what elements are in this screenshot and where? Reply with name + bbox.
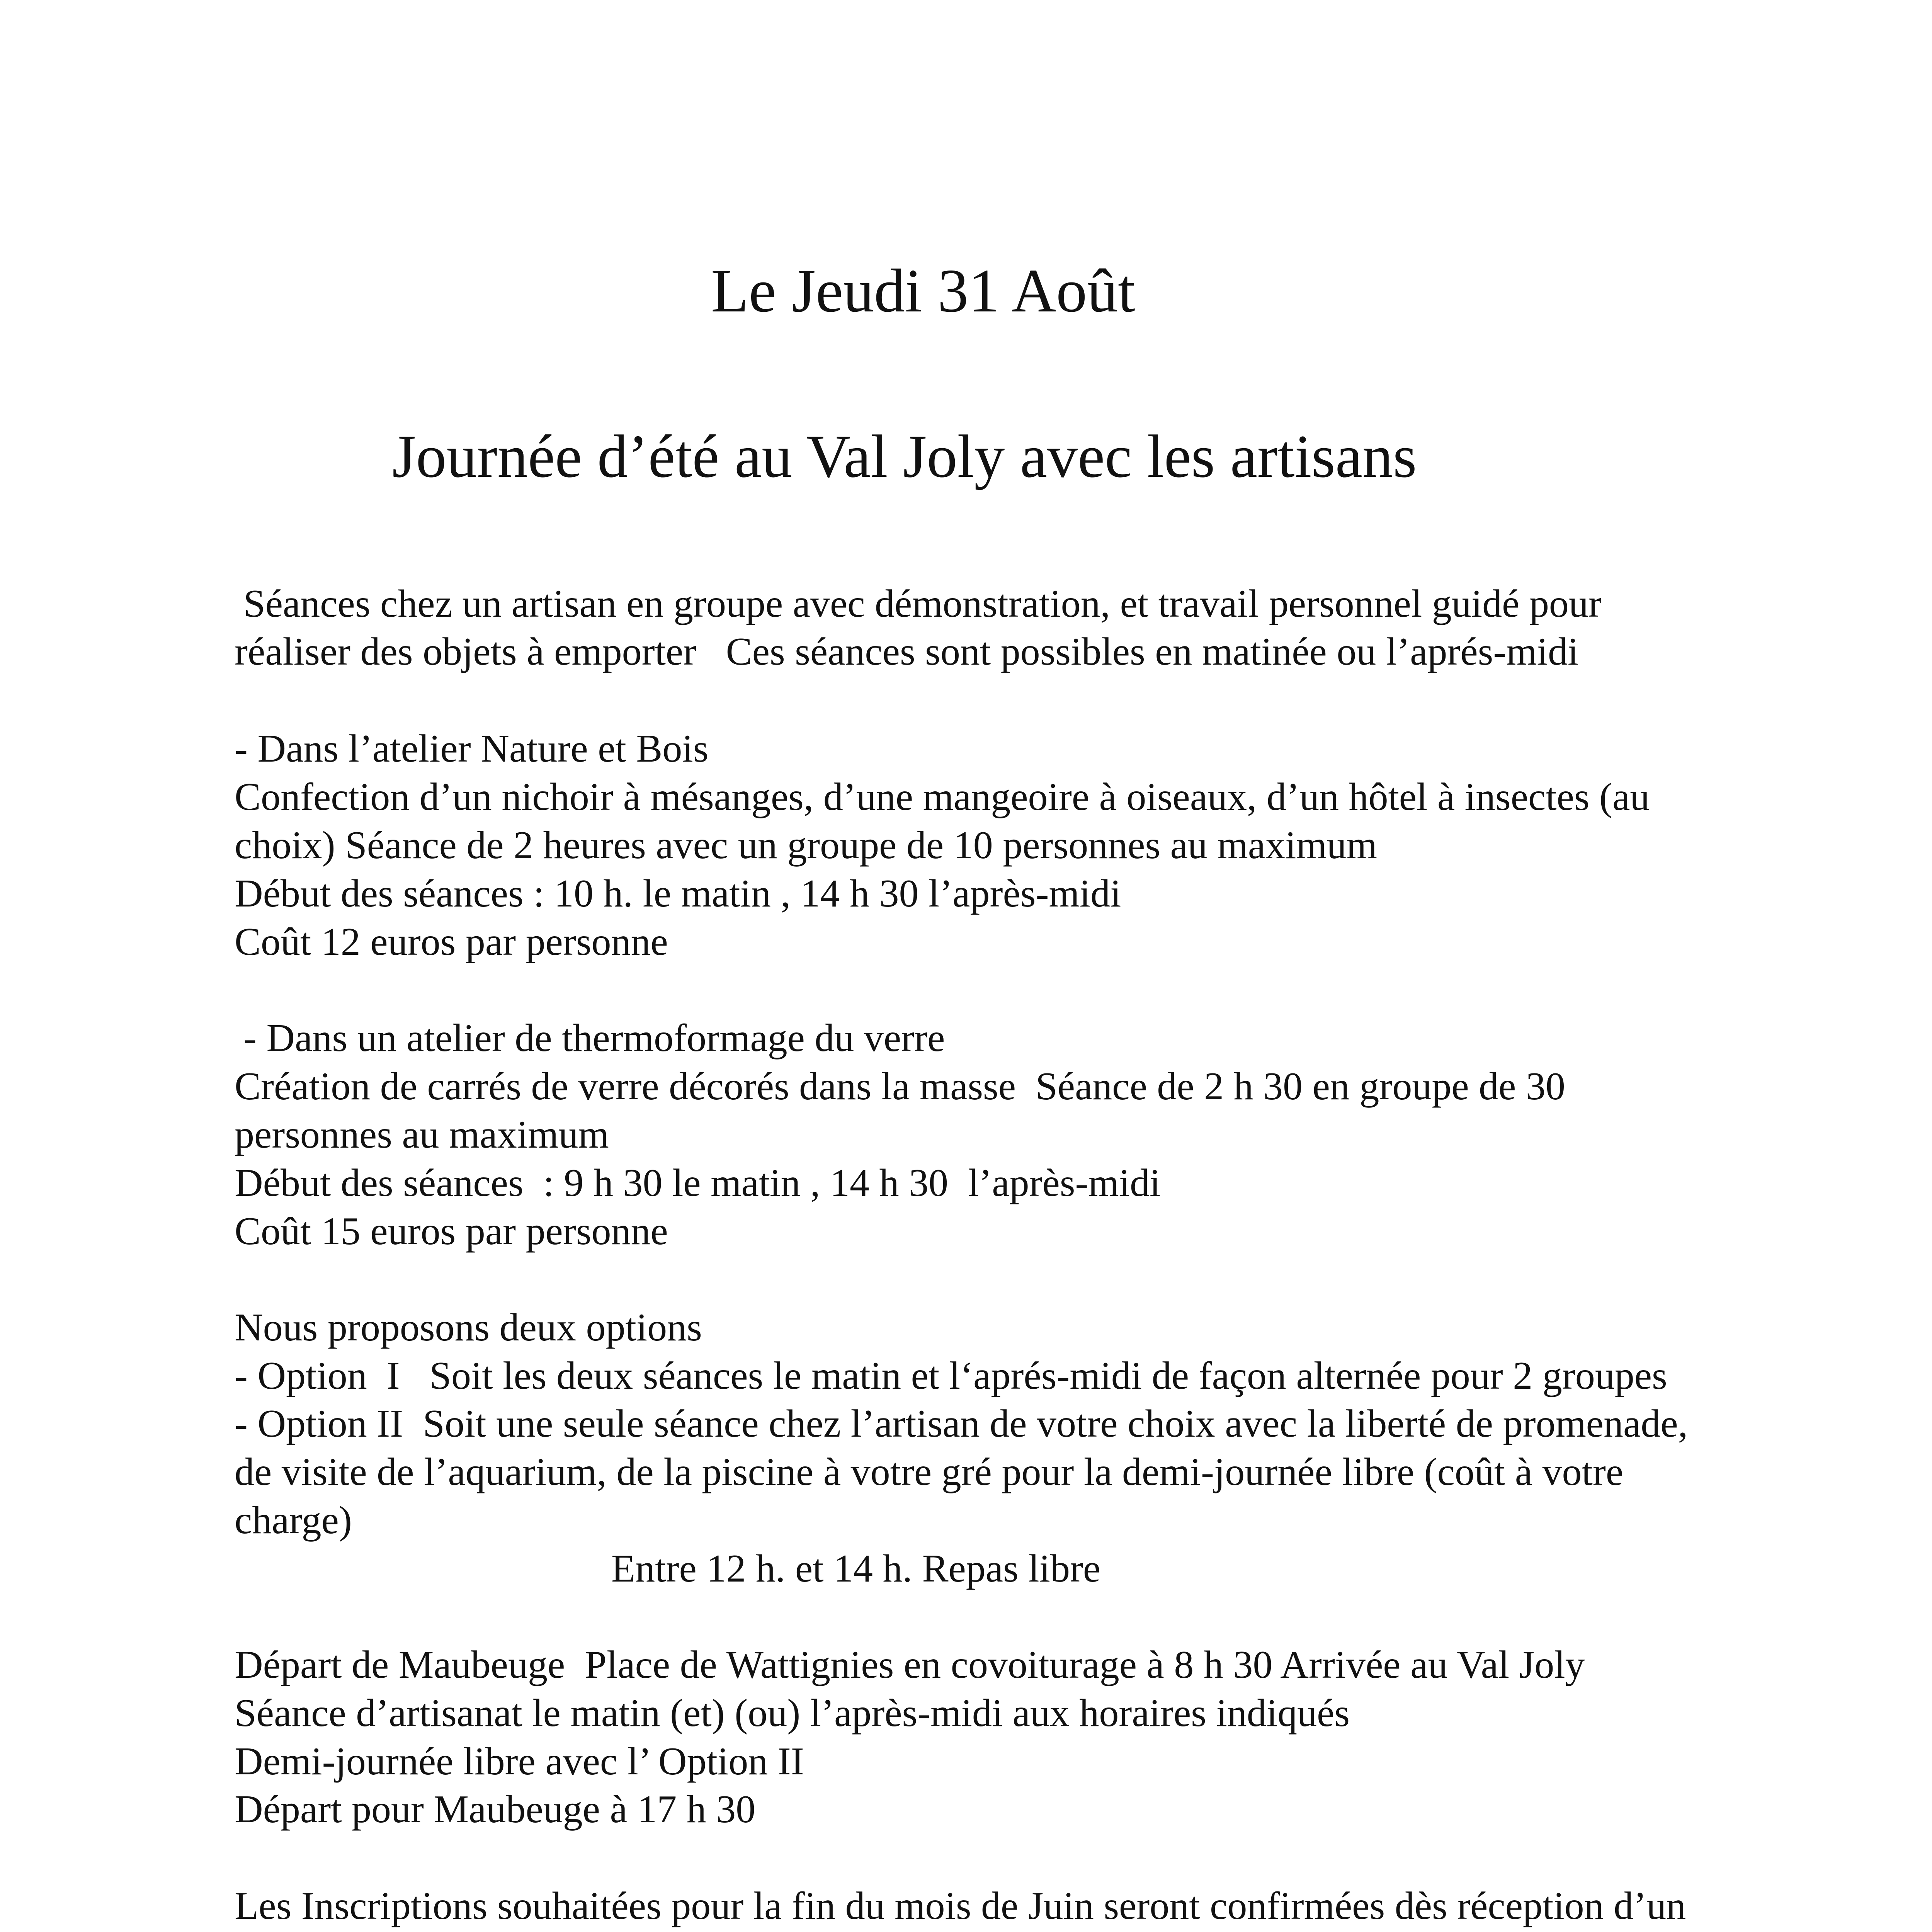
text-line: Demi-journée libre avec l’ Option II: [235, 1740, 804, 1783]
section-heading: Nous proposons deux options: [235, 1306, 702, 1349]
text-line: Création de carrés de verre décorés dans la masse Séance de 2 h 30 en groupe de 30: [235, 1065, 1565, 1108]
text-line: Départ pour Maubeuge à 17 h 30: [235, 1787, 756, 1831]
text-line: charge): [235, 1498, 352, 1542]
text-line: de visite de l’aquarium, de la piscine à votre gré pour la demi-journée libre (coût à votre: [235, 1450, 1624, 1494]
text-line: réaliser des objets à emporter Ces séances sont possibles en matinée ou l’aprés-midi: [235, 630, 1579, 673]
text-line: Début des séances : 9 h 30 le matin , 14 h 30 l’après-midi: [235, 1161, 1161, 1205]
text-line: - Option I Soit les deux séances le matin et l‘aprés-midi de façon alternée pour 2 groupes: [235, 1354, 1667, 1398]
event-date: Le Jeudi 31 Août: [711, 256, 1135, 325]
repas-line: Entre 12 h. et 14 h. Repas libre: [611, 1547, 1101, 1590]
text-line: Les Inscriptions souhaitées pour la fin du mois de Juin seront confirmées dès réception d’un: [235, 1884, 1686, 1928]
section-heading: - Dans l’atelier Nature et Bois: [235, 727, 709, 770]
text-line: Séances chez un artisan en groupe avec démonstration, et travail personnel guidé pour: [243, 582, 1602, 626]
text-line: Confection d’un nichoir à mésanges, d’une mangeoire à oiseaux, d’un hôtel à insectes (au: [235, 775, 1650, 819]
text-line: Départ de Maubeuge Place de Wattignies en covoiturage à 8 h 30 Arrivée au Val Joly: [235, 1643, 1585, 1687]
event-title: Journée d’été au Val Joly avec les artisans: [392, 423, 1417, 490]
text-line: Séance d’artisanat le matin (et) (ou) l’après-midi aux horaires indiqués: [235, 1691, 1350, 1735]
text-line: Coût 12 euros par personne: [235, 920, 668, 964]
text-line: Début des séances : 10 h. le matin , 14 h 30 l’après-midi: [235, 872, 1121, 915]
text-line: - Option II Soit une seule séance chez l’artisan de votre choix avec la liberté de promenade,: [235, 1402, 1688, 1446]
text-line: personnes au maximum: [235, 1113, 609, 1156]
section-heading: - Dans un atelier de thermoformage du verre: [243, 1016, 945, 1060]
text-line: choix) Séance de 2 heures avec un groupe de 10 personnes au maximum: [235, 823, 1378, 867]
text-line: Coût 15 euros par personne: [235, 1209, 668, 1253]
